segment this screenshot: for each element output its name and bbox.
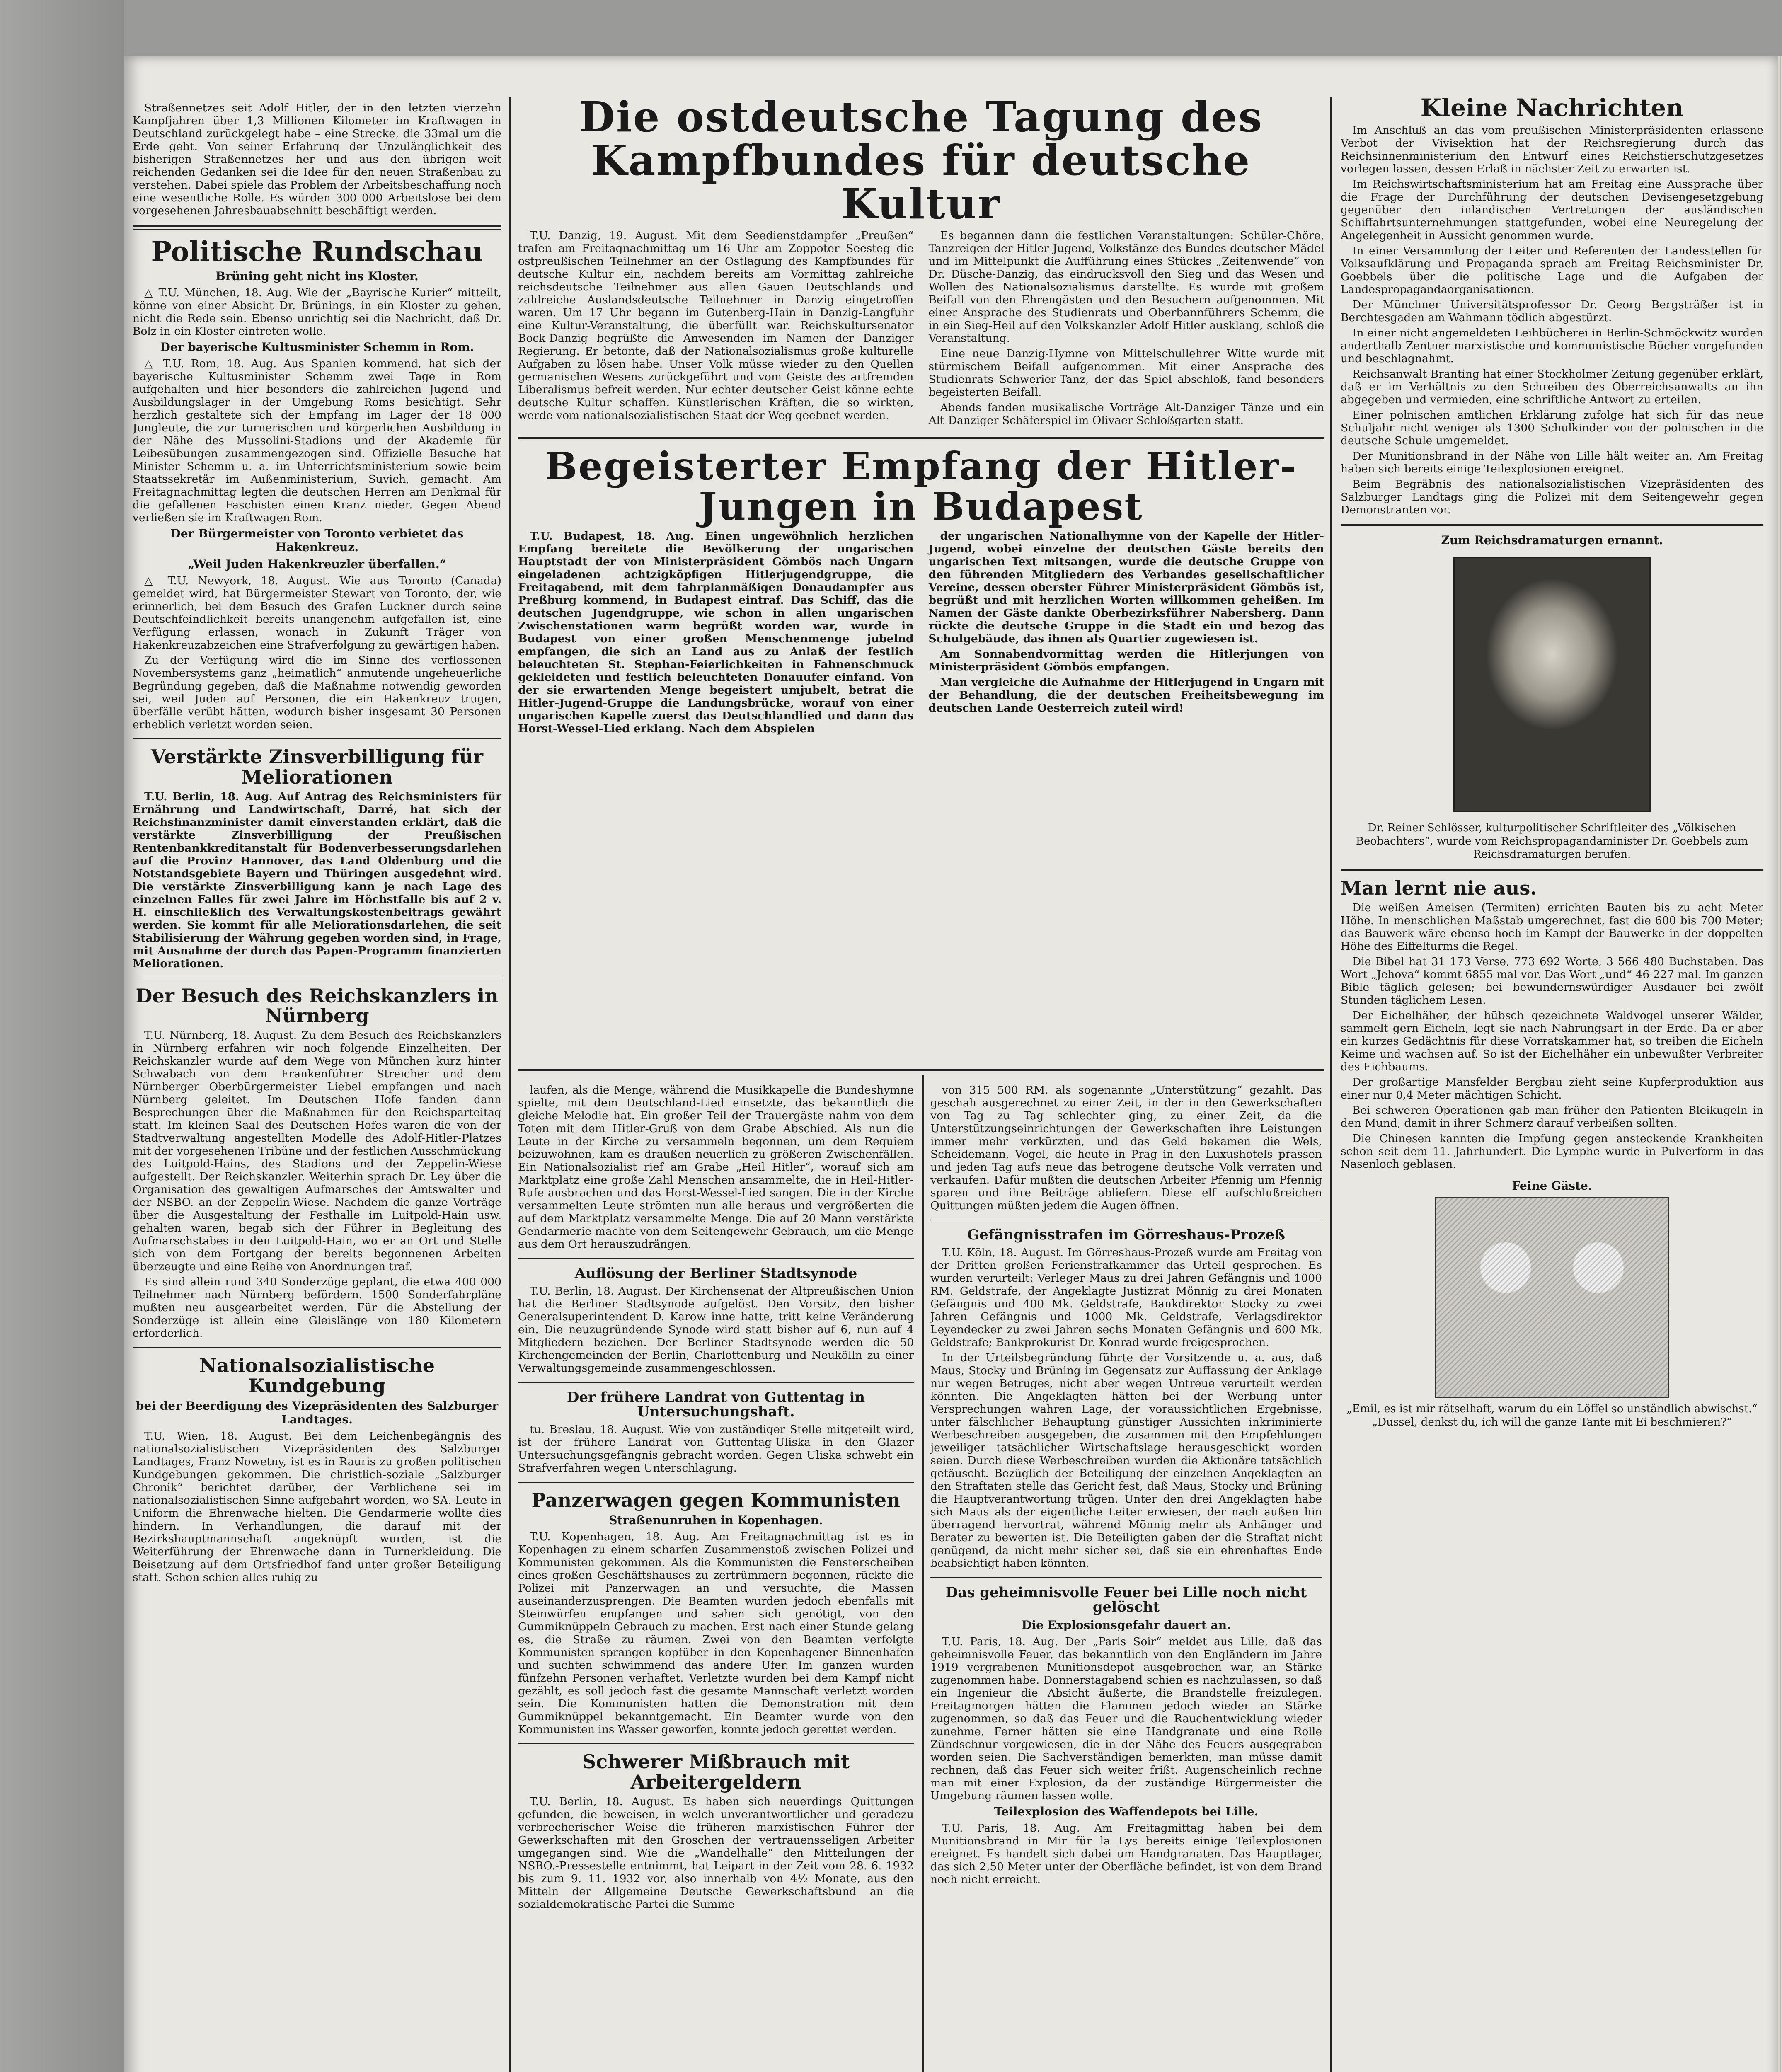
budapest-text-b: der ungarischen Nationalhymne von der Kapelle der Hitler-Jugend, wobei einzelne der deutschen Gäste bereits den ungarischen Text mitsangen, wurde die deutsche Gruppe von den führenden Mitgliedern des Verbandes gesellschaftlicher Vereine, dessen oberster Führer Ministerpräsident Gömbös ist, begrüßt und mit herzlichen Worten willkommen geheißen. Im Namen der Gäste dankte Oberbezirksführer Nabersberg. Dann rückte die deutsche Gruppe in die Stadt ein und bezog das Schulgebäude, das ihnen als Quartier zugewiesen ist. [928,530,1324,646]
column-rule [1330,97,1332,2072]
panzer-title: Panzerwagen gegen Kommunisten [531,1489,901,1512]
toronto-head: Der Bürgermeister von Toronto verbietet das Hakenkreuz. [170,527,464,554]
cartoon-caption: „Emil, es ist mir rätselhaft, warum du ein Löffel so unständlich abwischst.“ „Dussel, denkst du, ich will die ganze Tante mit Ei beschmieren?“ [1346,1403,1758,1429]
missbrauch-text: T.U. Berlin, 18. August. Es haben sich neuerdings Quittungen gefunden, die beweisen, in welch unverantwortlicher und geradezu verbrecherischer Weise die früheren marxistischen Führer der Gewerkschaften mit den Groschen der vertrauensseligen Arbeiter umgegangen sind. Wie die „Wandelhalle“ den Mitteilungen der NSBO.-Pressestelle entnimmt, hat Leipart in der Zeit vom 28. 6. 1932 bis zum 9. 11. 1932 vor, also innerhalb von 4½ Monate, aus den Mitteln der Allgemeine Deutsche Gewerkschaftsbund an die sozialdemokratische Partei die Summe [518,1795,914,1911]
bruening-text: △ T.U. München, 18. Aug. Wie der „Bayrische Kurier“ mitteilt, könne von einer Absicht Dr. Brünings, in ein Kloster zu gehen, nicht die Rede sein. Ebenso unrichtig sei die Nachricht, daß Dr. Bolz in ein Kloster eintreten wolle. [133,286,501,338]
tagung-text-c: Eine neue Danzig-Hymne von Mittelschullehrer Witte wurde mit stürmischem Beifall aufgenommen. Mit einer Ansprache des Studienrats Schwerier-Tanz, der das Spiel abschloß, fand besonders begeisterten Beifall. [928,347,1324,399]
divider [133,225,501,230]
divider [518,1258,914,1259]
lille-title: Das geheimnisvolle Feuer bei Lille noch nicht gelöscht [945,1584,1307,1616]
toronto-text-2: Zu der Verfügung wird die im Sinne des verflossenen Novembersystems ganz „heimatlich“ anmutende ungeheuerliche Begründung gegeben, daß die Maßnahme notwendig geworden sei, weil Juden auf Personen, die ein Hakenkreuz trugen, überfälle verübt hätten, wodurch bisher insgesamt 30 Personen erheblich verletzt worden seien. [133,654,501,731]
divider [518,1743,914,1744]
budapest-text-c: Am Sonnabendvormittag werden die Hitlerjungen von Ministerpräsident Gömbös empfangen. [928,648,1324,674]
lille-text: T.U. Paris, 18. Aug. Der „Paris Soir“ meldet aus Lille, daß das geheimnisvolle Feuer, das bekanntlich von den Engländern im Jahre 1919 vergrabenen Munitionsdepot ausgebrochen war, an Stärke zugenommen habe. Donnerstagabend schien es nachzulassen, so daß ein Ingenieur die Absicht äußerte, die Brandstelle freizulegen. Freitagmorgen hätten die Flammen jedoch wieder an Stärke zugenommen, so daß das Feuer und die Rauchentwicklung wieder zunehme. Ferner hätten sie eine Handgranate und eine Rolle Zündschnur vorgewiesen, die in der Nähe des Feuers ausgegraben worden seien. Die Sachverständigen bemerkten, man müsse damit rechnen, daß das Feuer sich weiter frißt. Augenscheinlich rechne man mit einer Explosion, da der zuständige Bürgermeister die Umgebung räumen lassen wolle. [930,1635,1322,1803]
zins-text: T.U. Berlin, 18. Aug. Auf Antrag des Reichsministers für Ernährung und Landwirtschaft, Darré, hat sich der Reichsfinanzminister damit einverstanden erklärt, daß die verstärkte Zinsverbilligung der Preußischen Rentenbankkreditanstalt für Bodenverbesserungsdarlehen auf die Provinz Hannover, das Land Oldenburg und die Notstandsgebiete Bayern und Thüringen ausgedehnt wird. Die verstärkte Zinsverbilligung kann je nach Lage des einzelnen Falles für zwei Jahre im Höchstfalle bis auf 2 v. H. einschließlich des Verwaltungskostenbeitrags gewährt werden. Sie kommt für alle Meliorationsdarlehen, die seit Stabilisierung der Währung gegeben worden sind, in Frage, mit Ausnahme der durch das Papen-Programm finanzierten Meliorationen. [133,790,501,970]
newspaper-page [124,56,1778,2072]
landrat-text: tu. Breslau, 18. August. Wie von zuständiger Stelle mitgeteilt wird, ist der frühere Landrat von Guttentag-Uliska in den Glazer Untersuchungsgefängnis gebracht worden. Gegen Uliska schwebt ein Strafverfahren wegen Unterschlagung. [518,1423,914,1475]
zins-title: Verstärkte Zinsverbilligung für Meliorationen [151,746,483,788]
scan-margin [0,0,124,2072]
tagung-text-a: T.U. Danzig, 19. August. Mit dem Seedienstdampfer „Preußen“ trafen am Freitagnachmittag um 16 Uhr am Zoppoter Seesteg die ostpreußischen Teilnehmer an der Ostlagung des Kampfbundes für deutsche Kultur ein, nachdem bereits am Vormittag zahlreiche reichsdeutsche Teilnehmer aus allen Gauen Deutschlands und zahlreiche Auslandsdeutsche Teilnehmer in Danzig eingetroffen waren. Um 17 Uhr begann im Gutenberg-Hain in Danzig-Langfuhr eine Kultur-Veranstaltung, die überfüllt war. Reichskultursenator Bock-Danzig begrüßte die Anwesenden im Namen der Danziger Regierung. Er betonte, daß der Nationalsozialismus große kulturelle Aufgaben zu lösen habe. Unser Volk müsse wieder zu den Quellen germanischen Wesens zurückgeführt und vom Geiste des artfremden Liberalismus befreit werden. Nur echter deutscher Geist könne echte deutsche Kultur schaffen. Künstlerischen Kräften, die so wirkten, werde vom nationalsozialistischen Staat der Weg geebnet werden. [518,229,914,422]
kleine-nachrichten-title: Kleine Nachrichten [1420,95,1684,122]
news-item-6: Reichsanwalt Branting hat einer Stockholmer Zeitung gegenüber erklärt, daß er im Verhältnis zu den Schreiben des Oberreichsanwalts an ihn abgegeben und vermieden, eine schriftliche Antwort zu erteilen. [1341,367,1763,406]
goerres-text: T.U. Köln, 18. August. Im Görreshaus-Prozeß wurde am Freitag von der Dritten großen Ferienstrafkammer das Urteil gesprochen. Es wurden verurteilt: Verleger Maus zu drei Jahren Gefängnis und 1000 RM. Geldstrafe, der Angeklagte Justizrat Mönnig zu drei Monaten Gefängnis und 400 Mk. Geldstrafe, Bankdirektor Stocky zu zwei Jahren Gefängnis und 1000 Mk. Geldstrafe, Verlagsdirektor Leyendecker zu zwei Jahren sechs Monaten Gefängnis und 600 Mk. Geldstrafe; Bankprokurist Dr. Konrad wurde freigesprochen. [930,1246,1322,1349]
budapest-title: Begeisterter Empfang der Hitler-Jungen in Budapest [545,444,1298,529]
kundgebung-continued: laufen, als die Menge, während die Musikkapelle die Bundeshymne spielte, mit dem Deutschland-Lied einsetzte, das bekanntlich die gleiche Melodie hat. Ein großer Teil der Trauergäste nahm von dem Toten mit dem Hitler-Gruß von dem Grabe Abschied. Als nun die Leute in der Kirche zu versammeln begonnen, um dem Requiem beizuwohnen, kam es draußen neuerlich zu größeren Zwischenfällen. Ein Nationalsozialist rief am Grabe „Heil Hitler“, worauf sich am Marktplatz eine große Zahl Menschen ansammelte, die in Heil-Hitler-Rufe ausbrachen und das Horst-Wessel-Lied sangen. Die in der Kirche versammelten Leute strömten nun alle heraus und vergrößerten die auf dem Marktplatz versammelte Menge. Die auf 20 Mann verstärkte Gendarmerie machte von dem Seitengewehr Gebrauch, um die Menge aus dem Ort herauszudrängen. [518,1084,914,1251]
divider [518,1069,1324,1071]
news-item-7: Einer polnischen amtlichen Erklärung zufolge hat sich für das neue Schuljahr nicht weniger als 1300 Schulkinder von der polnischen in die deutsche Schule umgemeldet. [1341,408,1763,447]
cartoon-illustration [1435,1197,1669,1398]
divider [518,1382,914,1383]
feine-gaeste-title: Feine Gäste. [1512,1179,1592,1193]
lille-head-2: Teilexplosion des Waffendepots bei Lille. [994,1805,1259,1819]
lille-text-2: T.U. Paris, 18. Aug. Am Freitagmittag haben bei dem Munitionsbrand in Mir für la Lys bereits einige Teilexplosionen ereignet. Es handelt sich dabei um Handgranaten. Das Hauptlager, das sich 2,50 Meter unter der Oberfläche befindet, ist von dem Brand noch nicht erreicht. [930,1822,1322,1886]
schemm-text: △ T.U. Rom, 18. Aug. Aus Spanien kommend, hat sich der bayerische Kultusminister Schemm zwei Tage in Rom aufgehalten und hier besonders die zahlreichen Jugend- und Ausbildungslager in der Umgebung Roms besichtigt. Sehr herzlich gestaltete sich der Empfang im Lager der 18 000 Jungleute, die zur turnerischen und körperlichen Ausbildung in der Nähe des Mussolini-Stadions und der Akademie für Leibesübungen zusammengezogen sind. Offizielle Besuche hat Minister Schemm u. a. im Unterrichtsministerium sowie beim Staatssekretär im Außenministerium, Suvich, gemacht. Am Freitagnachmittag legten die deutschen Herren am Denkmal für die gefallenen Faschisten einen Kranz nieder. Gegen Abend verließen sie im Kraftwagen Rom. [133,357,501,525]
man-lernt-nie-aus-title: Man lernt nie aus. [1341,876,1537,899]
budapest-text-d: Man vergleiche die Aufnahme der Hitlerjugend in Ungarn mit der Behandlung, die der deutschen Freiheitsbewegung im deutschen Lande Oesterreich zuteil wird! [928,676,1324,715]
panzer-sub: Straßenunruhen in Kopenhagen. [609,1513,823,1527]
bruening-head: Brüning geht nicht ins Kloster. [215,269,419,283]
divider [1341,869,1763,871]
kanzler-text-2: Es sind allein rund 340 Sonderzüge geplant, die etwa 400 000 Teilnehmer nach Nürnberg befördern. 1500 Sonderfahrpläne mußten neu ausgearbeitet werden. Für die Abstellung der Sonderzüge ist allein eine Gleislänge von 180 Kilometern erforderlich. [133,1276,501,1340]
fact-1: Die weißen Ameisen (Termiten) errichten Bauten bis zu acht Meter Höhe. In menschlichen Maßstab umgerechnet, fast die 600 bis 700 Meter; das Bauwerk wäre ebenso hoch im Kampf der Bauwerke in der doppelten Höhe des Eiffelturms die Regel. [1341,901,1763,953]
rundschau-title: Politische Rundschau [151,235,483,268]
fact-6: Die Chinesen kannten die Impfung gegen ansteckende Krankheiten schon seit dem 11. Jahrhundert. Die Lymphe wurde in Pulverform in das Nasenloch geblasen. [1341,1132,1763,1171]
tagung-right [929,229,1324,429]
lille-sub: Die Explosionsgefahr dauert an. [1022,1618,1231,1632]
central-top [518,95,1324,1061]
goerres-title: Gefängnisstrafen im Görreshaus-Prozeß [967,1227,1285,1243]
missbrauch-continued: von 315 500 RM. als sogenannte „Unterstützung“ gezahlt. Das geschah ausgerechnet zu einer Zeit, in der in den Gewerkschaften von Tag zu Tag schlechter ging, zu einer Zeit, da die Unterstützungseinrichtungen der Gewerkschaften ihre Leistungen immer mehr verkürzten, und das Geld bekamen die Wels, Scheidemann, Vogel, die heute in Prag in den Luxushotels prassen und jeden Tag aufs neue das betrogene deutsche Volk verraten und verkaufen. Dafür mußten die deutschen Arbeiter Pfennig um Pfennig sparen und ihre Beiträge abliefern. Diese elf aufschlußreichen Quittungen müßten jedem die Augen öffnen. [930,1084,1322,1212]
intro-text: Straßennetzes seit Adolf Hitler, der in den letzten vierzehn Kampfjahren über 1,3 Millionen Kilometer im Kraftwagen in Deutschland zurückgelegt habe – eine Strecke, die 33mal um die Erde geht. Von seiner Erfahrung der Unzulänglichkeit des bisherigen Straßennetzes her und aus den übrigen weit reichenden Gedanken sei die Idee für den neuen Straßenbau zu verstehen. Dabei spiele das Problem der Arbeitsbeschaffung noch eine wesentliche Rolle. Es würden 300 000 Arbeitslose bei dem vorgesehenen Jahresbauabschnitt beschäftigt werden. [133,102,501,217]
kundgebung-text: T.U. Wien, 18. August. Bei dem Leichenbegängnis des nationalsozialistischen Vizepräsidenten des Salzburger Landtages, Franz Nowetny, ist es in Rauris zu großen politischen Kundgebungen gekommen. Die christlich-soziale „Salzburger Chronik“ berichtet darüber, der Verblichene sei im nationalsozialistischen Sinne aufgebahrt worden, wo SA.-Leute in Uniform die Ehrenwache hielten. Die Gendarmerie wollte dies hindern. In Verhandlungen, die darauf mit der Bezirkshauptmannschaft angeknüpft wurden, ist die Weiterführung der Ehrenwache dann in Turnerkleidung. Die Beisetzung auf dem Ortsfriedhof fand unter großer Beteiligung statt. Schon schien alles ruhig zu [133,1430,501,1584]
goerres-text-2: In der Urteilsbegründung führte der Vorsitzende u. a. aus, daß Maus, Stocky und Brüning im Gegensatz zur Auffassung der Anklage nur wegen Betruges, nicht aber wegen Untreue verurteilt werden könnten. Die Angeklagten hätten bei der Werbung unter Versprechungen wahren Lage, der voraussichtlichen Ergebnisse, unter fälschlicher Behauptung günstiger Aussichten inkriminierte Werbeschreiben ausgegeben, die zusammen mit den Empfehlungen jeweiliger tatsächlicher Wirtschaftslage herausgeschickt worden seien. Durch diese Werbeschreiben wurden die Aktionäre tatsächlich getäuscht. Bezüglich der Beteiligung der einzelnen Angeklagten an den Straftaten stelle das Gericht fest, daß Maus, Stocky und Brüning die Hauptverantwortung trügen. Unter den drei Angeklagten habe sich Maus als der eigentliche Leiter erwiesen, der nach außen hin überragend hervortrat, während Mönnig mehr als Anhänger und Berater zu bewerten ist. Die Beteiligten gaben der die Straftat nicht genügend, da nicht mehr sicher sei, daß sie ein ehrenhaftes Ende beabsichtigt haben könnten. [930,1351,1322,1570]
tagung-text-b: Es begannen dann die festlichen Veranstaltungen: Schüler-Chöre, Tanzreigen der Hitler-Jugend, Volkstänze des Bundes deutscher Mädel und im Mittelpunkt die Aufführung eines Stückes „Zeitenwende“ von Dr. Düsche-Danzig, das eindrucksvoll den Sieg und das Wesen und Wollen des Nationalsozialismus darstellte. Es wurde mit großem Beifall von den Ehrengästen und den Besuchern aufgenommen. Mit einer Ansprache des Studienrats und Oberbannführers Schemm, die in ein Sieg-Heil auf den Volkskanzler Adolf Hitler ausklang, schloß die Veranstaltung. [928,229,1324,345]
kundgebung-title: Nationalsozialistische Kundgebung [199,1354,435,1397]
divider [133,738,501,739]
photo-caption: Dr. Reiner Schlösser, kulturpolitischer Schriftleiter des „Völkischen Beobachters“, wurde vom Reichspropagandaminister Dr. Goebbels zum Reichsdramaturgen berufen. [1356,821,1748,861]
news-item-3: In einer Versammlung der Leiter und Referenten der Landesstellen für Volksaufklärung und Propaganda sprach am Freitag Reichsminister Dr. Goebbels über die politische Lage und die Aufgaben der Landespropagandaorganisationen. [1341,244,1763,296]
tagung-title: Die ostdeutsche Tagung des Kampfbundes für deutsche Kultur [579,95,1263,228]
divider [930,1577,1322,1578]
news-item-5: In einer nicht angemeldeten Leihbücherei in Berlin-Schmöckwitz wurden anderthalb Zentner marxistische und kommunistische Bücher vorgefunden und beschlagnahmt. [1341,326,1763,365]
column-3 [930,1084,1322,2072]
column-1 [133,102,501,2072]
landrat-title: Der frühere Landrat von Guttentag in Untersuchungshaft. [567,1389,865,1421]
news-item-4: Der Münchner Universitätsprofessor Dr. Georg Bergsträßer ist in Berchtesgaden am Wahmann tödlich abgestürzt. [1341,298,1763,324]
tagung-left [518,229,914,429]
budapest-right [929,530,1324,738]
kanzler-text: T.U. Nürnberg, 18. August. Zu dem Besuch des Reichskanzlers in Nürnberg erfahren wir noch folgende Einzelheiten. Der Reichskanzler wurde auf dem Wege von München kurz hinter Schwabach von dem Frankenführer Streicher und dem Nürnberger Oberbürgermeister Liebel empfangen und nach Nürnberg geleitet. Im Deutschen Hofe fanden dann Besprechungen über die Maßnahmen für den Reichsparteitag statt. Im kleinen Saal des Deutschen Hofes waren die von der Stadtverwaltung angestellten Modelle des Adolf-Hitler-Platzes mit der vorgesehenen Tribüne und der festlichen Ausschmückung des Luitpold-Hains, des Stadions und der Zeppelin-Wiese aufgestellt. Der Reichskanzler. Weiterhin sprach Dr. Ley über die Organisation des gewaltigen Aufmarsches der Amtswalter und der NSBO. an der Zeppelin-Wiese. Nachdem die ganze Vorträge über die Ausgestaltung der Festhalle im Luitpold-Hain usw. gehalten waren, begab sich der Führer in Begleitung des Aufmarschstabes in den Luitpold-Hain, wo er an Ort und Stelle sich von dem Fortgang der bereits begonnenen Arbeiten überzeugte und eine Reihe von Anordnungen traf. [133,1029,501,1273]
portrait-photo [1453,557,1651,812]
news-item-1: Im Anschluß an das vom preußischen Ministerpräsidenten erlassene Verbot der Vivisektion hat der Reichsregierung durch das Reichsinnenministerium den Entwurf eines Reichstierschutzgesetzes vorlegen lassen, dessen Erlaß in nächster Zeit zu erwarten ist. [1341,123,1763,175]
synode-text: T.U. Berlin, 18. August. Der Kirchensenat der Altpreußischen Union hat die Berliner Stadtsynode aufgelöst. Den Vorsitz, den bisher Generalsuperintendent D. Karow inne hatte, tritt keine Veränderung ein. Die neuzugründende Synode wird statt bisher auf 6, nun auf 4 Mitgliedern beziehen. Der Berliner Stadtsynode werden die 50 Kirchengemeinden der Berlin, Charlottenburg und Neukölln zu einer Verwaltungsgemeinde zusammengeschlossen. [518,1284,914,1375]
kanzler-title: Der Besuch des Reichskanzlers in Nürnberg [136,984,499,1027]
column-2 [518,1084,914,2072]
divider [1341,524,1763,526]
toronto-sub: „Weil Juden Hakenkreuzler überfallen.“ [188,557,446,571]
panzer-text: T.U. Kopenhagen, 18. Aug. Am Freitagnachmittag ist es in Kopenhagen zu einem scharfen Zusammenstoß zwischen Polizei und Kommunisten gekommen. Als die Kommunisten die Fensterscheiben eines großen Geschäftshauses zu zertrümmern begonnen, rückte die Polizei mit Panzerwagen an und versuchte, die Massen auseinanderzusprengen. Die Beamten wurden jedoch ebenfalls mit Steinwürfen empfangen und sahen sich genötigt, von den Gummiknüppeln Gebrauch zu machen. Erst nach einer Stunde gelang es, die Straße zu räumen. Zwei von den Beamten verfolgte Kommunisten sprangen kopfüber in den Kopenhagener Binnenhafen und suchten schwimmend das andere Ufer. Im ganzen wurden fünfzehn Personen verhaftet. Verletzte wurden bei dem Kampf nicht gezählt, es soll jedoch fast die gesamte Mannschaft verletzt worden sein. Die Kommunisten hatten die Demonstration mit dem Gummiknüppel bekanntgemacht. Ein Beamter wurde von den Kommunisten ins Wasser geworfen, konnte jedoch gerettet werden. [518,1530,914,1736]
fact-5: Bei schweren Operationen gab man früher den Patienten Bleikugeln in den Mund, damit in ihrer Schmerz darauf verbeißen sollten. [1341,1104,1763,1130]
schemm-head: Der bayerische Kultusminister Schemm in Rom. [160,340,474,354]
column-4 [1341,95,1763,2072]
fact-2: Die Bibel hat 31 173 Verse, 773 692 Worte, 3 566 480 Buchstaben. Das Wort „Jehova“ kommt 6855 mal vor. Das Wort „und“ 46 227 mal. Im ganzen Bible täglich gelesen; bei bewundernswürdiger Ausdauer bei zwölf Stunden täglichem Lesen. [1341,955,1763,1007]
synode-title: Auflösung der Berliner Stadtsynode [574,1265,857,1282]
kundgebung-sub: bei der Beerdigung des Vizepräsidenten des Salzburger Landtages. [136,1399,499,1427]
news-item-2: Im Reichswirtschaftsministerium hat am Freitag eine Aussprache über die Frage der Durchführung der deutschen Devisengesetzgebung gegenüber den inländischen Vertretungen der ausländischen Schiffahrtsunternehmungen stattgefunden, wobei eine Neuregelung der Angelegenheit in Aussicht genommen wurde. [1341,177,1763,242]
news-item-8: Der Munitionsbrand in der Nähe von Lille hält weiter an. Am Freitag haben sich bereits einige Teilexplosionen ereignet. [1341,449,1763,475]
divider [518,437,1324,439]
fact-4: Der großartige Mansfelder Bergbau zieht seine Kupferproduktion aus einer nur 0,4 Meter mächtigen Schicht. [1341,1076,1763,1102]
tagung-text-d: Abends fanden musikalische Vorträge Alt-Danziger Tänze und ein Alt-Danziger Schäferspiel im Olivaer Schloßgarten statt. [928,401,1324,427]
budapest-left [518,530,914,738]
toronto-text: △ T.U. Newyork, 18. August. Wie aus Toronto (Canada) gemeldet wird, hat Bürgermeister Stewart von Toronto, der, wie erinnerlich, bei dem Besuch des Grafen Luckner durch seine Deutschfeindlichkeit bereits unangenehm aufgefallen ist, eine Verfügung erlassen, wonach in Zukunft Träger von Hakenkreuzabzeichen eine Strafverfolgung zu gewärtigen haben. [133,574,501,652]
photo-heading: Zum Reichsdramaturgen ernannt. [1441,533,1663,547]
column-rule [922,1075,924,2072]
news-item-9: Beim Begräbnis des nationalsozialistischen Vizepräsidenten des Salzburger Landtags ging die Polizei mit dem Seitengewehr gegen Demonstranten vor. [1341,477,1763,516]
missbrauch-title: Schwerer Mißbrauch mit Arbeitergeldern [582,1750,850,1793]
column-rule [509,97,511,2072]
fact-3: Der Eichelhäher, der hübsch gezeichnete Waldvogel unserer Wälder, sammelt gern Eicheln, legt sie nach Nahrungsart in der Erde. Da er aber ein kurzes Gedächtnis für diese Vorratskammer hat, so treiben die Eicheln Keime und wachsen auf. So ist der Eichelhäher ein unbewußter Verbreiter des Eichbaums. [1341,1009,1763,1074]
budapest-text-a: T.U. Budapest, 18. Aug. Einen ungewöhnlich herzlichen Empfang bereitete die Bevölkerung der ungarischen Hauptstadt der von Ministerpräsident Gömbös nach Ungarn eingeladenen achtzigköpfigen Hitlerjugendgruppe, die Freitagabend, mit dem fahrplanmäßigen Donaudampfer aus Preßburg kommend, in Budapest eintraf. Das Schiff, das die deutschen Jugendgruppe, wie schon in allen ungarischen Zwischenstationen warm begrüßt worden war, wurde in Budapest von einer großen Menschenmenge jubelnd empfangen, die sich an Land aus zu Anlaß der festlich beleuchteten St. Stephan-Feierlichkeiten in Fahnenschmuck gekleideten und festlich beleuchteten Donauufer einfand. Von der sie erwartenden Menge begeistert umjubelt, betrat die Hitler-Jugend-Gruppe die Landungsbrücke, worauf von einer ungarischen Kapelle zuerst das Deutschlandlied und dann das Horst-Wessel-Lied erklang. Nach dem Abspielen [518,530,914,736]
divider [518,1482,914,1483]
divider [133,1347,501,1348]
